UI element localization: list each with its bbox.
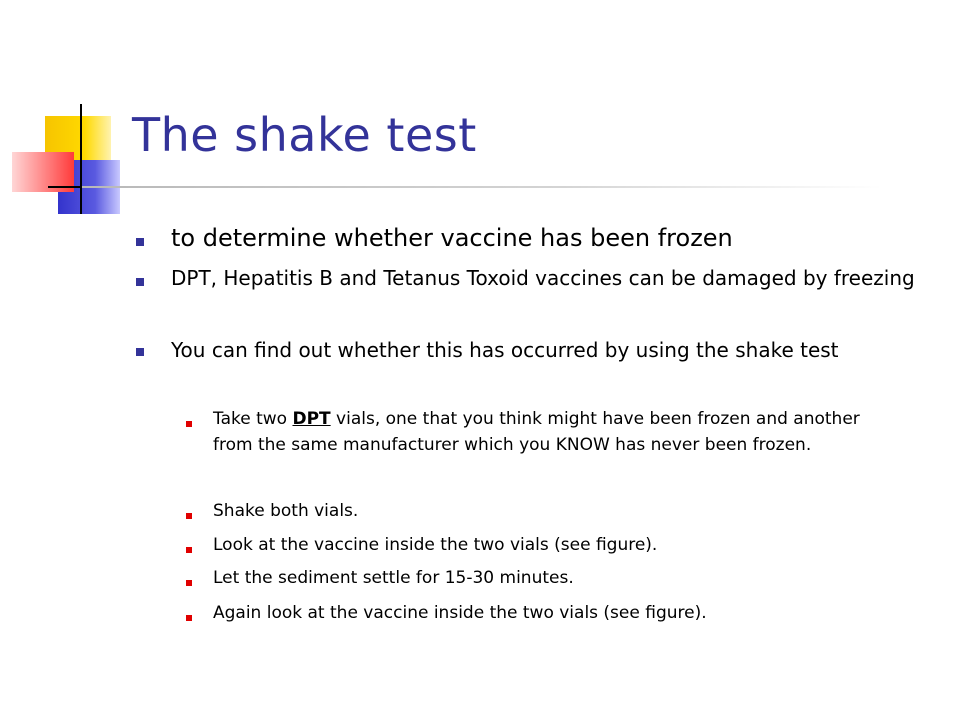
sub-bullet-marker [186,421,192,427]
sub-bullet-marker [186,615,192,621]
slide-title: The shake test [132,108,477,162]
bullet-item: DPT, Hepatitis B and Tetanus Toxoid vaccines can be damaged by freezing [171,266,915,290]
sub-bullet-text-post: vials, one that you think might have been frozen and another from the same manufacturer which you KNOW has never been frozen. [213,409,860,455]
sub-bullet-item [213,406,903,458]
bullet-item: You can find out whether this has occurred by using the shake test [171,338,839,362]
sub-bullet-marker [186,580,192,586]
bullet-marker [136,348,144,356]
dpt-emphasis: DPT [292,409,331,429]
sub-bullet-item: Let the sediment settle for 15-30 minutes. [213,568,574,588]
bullet-marker [136,238,144,246]
bullet-item: to determine whether vaccine has been frozen [171,224,733,252]
sub-bullet-item: Look at the vaccine inside the two vials (see figure). [213,535,658,555]
sub-bullet-marker [186,513,192,519]
sub-bullet-item: Again look at the vaccine inside the two vials (see figure). [213,603,707,623]
logo-vertical-line [80,104,82,214]
sub-bullet-marker [186,547,192,553]
title-underline-rule [82,186,882,188]
sub-bullet-text-pre: Take two [213,409,293,429]
sub-bullet-item: Shake both vials. [213,501,359,521]
bullet-marker [136,278,144,286]
